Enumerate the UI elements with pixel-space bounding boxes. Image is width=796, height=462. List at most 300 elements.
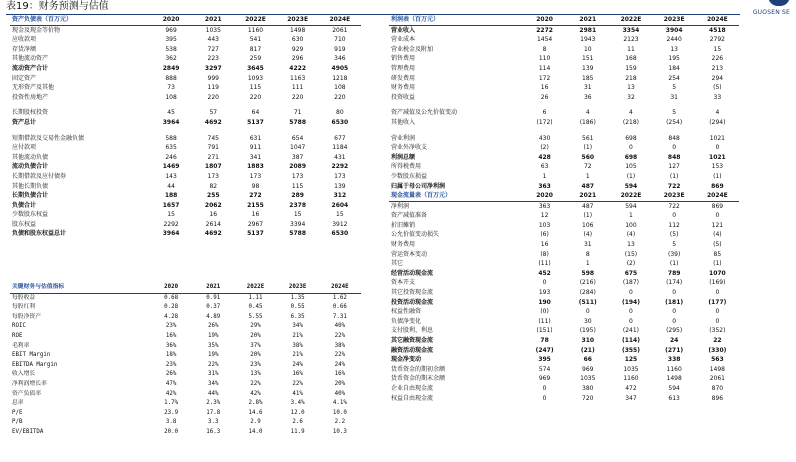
cell-value: 1184 [332, 144, 348, 152]
row-label: 营业收入 [391, 26, 416, 34]
cell-value: (177) [708, 298, 727, 306]
cell-value: 15 [713, 45, 722, 53]
cell-value: 38% [292, 342, 303, 349]
cell-value: 4.89 [206, 313, 221, 320]
cell-value: (194) [621, 298, 640, 306]
cell-value: 17.8 [206, 409, 221, 416]
cell-value: 143 [165, 172, 177, 180]
cell-value: 42% [250, 390, 261, 397]
cell-value: 10.3 [332, 428, 347, 435]
cell-value: (5) [713, 84, 722, 92]
cell-value: 2020 [150, 15, 192, 25]
cell-value: (4) [626, 231, 636, 239]
row-label: 每股净资产 [12, 313, 41, 320]
cell-value: 1498 [709, 365, 726, 373]
cell-value: 272 [249, 192, 262, 200]
cell-value: 22% [292, 380, 303, 387]
cell-value: 1.62 [332, 294, 347, 301]
cell-value: 1035 [205, 26, 221, 34]
cell-value: 541 [249, 36, 262, 44]
cell-value: 36% [165, 342, 177, 349]
cell-value: 0 [715, 308, 720, 316]
table-row [10, 118, 361, 128]
cell-value: 22% [208, 361, 219, 368]
row-label: 净利润增长率 [12, 380, 47, 387]
cell-value: 0 [542, 384, 547, 392]
cell-value: 26 [540, 93, 549, 101]
row-label: 现金流量表（百万元） [389, 191, 523, 201]
cell-value: 869 [711, 182, 724, 190]
cell-value: 220 [249, 93, 262, 101]
table-row [10, 93, 361, 103]
table-row [389, 326, 739, 336]
row-label: 货币资金的期初余额 [391, 365, 446, 373]
cell-value: 16% [334, 371, 346, 378]
cell-value: 4 [585, 109, 590, 117]
cell-value: 255 [207, 192, 220, 200]
cell-value: 563 [711, 356, 724, 364]
row-label: 应付款项 [12, 144, 37, 152]
cell-value: 173 [291, 172, 304, 180]
cell-value: 114 [538, 64, 551, 72]
table-row [10, 153, 361, 163]
row-label: 货币资金的期末余额 [391, 375, 446, 383]
cell-value: 190 [538, 298, 551, 306]
cell-value: 0 [585, 308, 590, 316]
cell-value: 4.28 [164, 313, 179, 320]
cell-value: 2292 [331, 163, 349, 171]
cell-value: (1) [713, 172, 722, 180]
table-row [389, 298, 739, 308]
cell-value: 487 [581, 182, 595, 190]
table-row [10, 64, 361, 74]
cell-value: 22% [334, 352, 346, 359]
cell-value: 37% [250, 342, 261, 349]
page-title: 表19：财务预测与估值 [6, 1, 109, 12]
cell-value: 3964 [162, 230, 180, 238]
row-label: 固定资产 [12, 74, 37, 82]
cell-value: 1943 [580, 36, 596, 44]
cell-value: 106 [582, 221, 594, 229]
cell-value: 1163 [290, 74, 306, 82]
cell-value: (241) [622, 327, 640, 335]
row-label: 其他收入 [391, 118, 416, 126]
cell-value: 2792 [709, 36, 726, 44]
cell-value: (8) [540, 250, 549, 258]
row-label: 经营活动现金流 [391, 269, 434, 277]
cell-value: 112 [668, 221, 680, 229]
cell-value: 115 [291, 182, 304, 190]
cell-value: 1.11 [248, 294, 263, 301]
cell-value: 4692 [204, 230, 222, 238]
cell-value: 710 [334, 36, 346, 44]
cell-value: 121 [711, 221, 724, 229]
cell-value: 848 [667, 153, 681, 161]
cell-value: (39) [667, 250, 681, 258]
row-label: 销售费用 [391, 55, 416, 63]
cell-value: (172) [536, 118, 553, 126]
cell-value: 1070 [709, 269, 726, 277]
cell-value: 19% [208, 352, 219, 359]
cell-value: 0.37 [206, 304, 221, 311]
cell-value: 139 [334, 182, 346, 190]
cell-value: 2981 [579, 26, 597, 34]
cell-value: 33 [713, 93, 722, 101]
cell-value: 613 [668, 394, 680, 402]
row-label: 投资性房地产 [12, 93, 49, 101]
row-label: 股东权益 [12, 220, 37, 228]
table-row [10, 191, 361, 201]
table-row [389, 134, 739, 144]
table-row [10, 182, 361, 192]
cell-value: 395 [538, 356, 551, 364]
cell-value: 173 [207, 172, 219, 180]
cell-value: (151) [536, 327, 553, 335]
table-row [10, 428, 361, 438]
cell-value: 4 [629, 109, 633, 117]
cell-value: 1160 [666, 365, 682, 373]
cell-value: 111 [291, 84, 304, 92]
cell-value: 347 [625, 394, 637, 402]
row-label: 现金及现金等价物 [12, 26, 61, 34]
cell-value: (294) [709, 118, 726, 126]
cell-value: 720 [582, 394, 594, 402]
cell-value: 4222 [289, 64, 306, 72]
cell-value: 31% [208, 371, 219, 378]
cell-value: 36 [583, 93, 592, 101]
table-row [10, 351, 361, 361]
cell-value: 2604 [331, 201, 349, 209]
cell-value: 73 [167, 84, 175, 92]
cell-value: (352) [709, 327, 726, 335]
cell-value: (2) [540, 144, 549, 152]
cell-value: 430 [538, 134, 551, 142]
cell-value: 387 [291, 153, 304, 161]
cell-value: 3354 [622, 26, 640, 34]
cell-value: (1) [583, 144, 593, 152]
cell-value: 6530 [331, 118, 349, 126]
row-label: 利润表（百万元） [389, 15, 523, 25]
cell-value: 14.0 [248, 428, 263, 435]
cell-value: 1498 [666, 375, 682, 383]
cell-value: 22% [334, 332, 346, 339]
cell-value: 29% [250, 323, 261, 330]
row-label: 其他流动负债 [12, 153, 49, 161]
cell-value: (6) [540, 231, 549, 239]
cell-value: 2023E [277, 15, 319, 25]
cell-value: 4905 [331, 64, 349, 72]
cell-value: 0.55 [290, 304, 305, 311]
cell-value: 1.35 [290, 294, 305, 301]
table-row [389, 74, 739, 84]
cell-value: 574 [538, 365, 551, 373]
table-row [10, 370, 361, 380]
cell-value: 1807 [204, 163, 222, 171]
cell-value: 103 [538, 221, 551, 229]
cell-value: 246 [165, 153, 177, 161]
row-label: EV/EBITDA [12, 428, 44, 435]
cell-value: 1 [542, 172, 547, 180]
cell-value: 635 [165, 144, 177, 152]
cell-value: (186) [579, 118, 596, 126]
logo-mark-icon [768, 0, 790, 6]
cell-value: 12.0 [290, 409, 305, 416]
row-label: 长期借款及应付债券 [12, 172, 67, 180]
table-row [389, 221, 739, 231]
row-label: 资产减值及公允价值变动 [391, 109, 458, 117]
cell-value: 3904 [665, 26, 683, 34]
cell-value: 0.28 [164, 304, 179, 311]
table-row [10, 332, 361, 342]
cell-value: (11) [538, 260, 551, 268]
cell-value: 15 [336, 211, 344, 219]
cell-value: 42% [165, 390, 177, 397]
cell-value: 630 [291, 36, 304, 44]
cell-value: 4 [715, 109, 720, 117]
cell-value: 0.66 [332, 304, 347, 311]
cell-value: 0 [672, 212, 677, 220]
cell-value: 2440 [666, 36, 682, 44]
cell-value: 13 [627, 241, 635, 249]
row-label: ROE [12, 332, 23, 339]
row-label: 营业外净收支 [391, 144, 428, 152]
row-label: 其它融资现金流 [391, 337, 434, 344]
cell-value: 312 [333, 192, 347, 200]
cell-value: 428 [538, 153, 551, 161]
row-label: 资产负债表（百万元） [10, 15, 150, 25]
cell-value: 745 [207, 134, 219, 142]
cell-value: 185 [582, 74, 594, 82]
table-row [389, 288, 739, 298]
balance-sheet-table [10, 15, 361, 239]
cell-value: (511) [578, 298, 597, 306]
cell-value: 2.6 [292, 419, 303, 426]
cell-value: 0.45 [248, 304, 263, 311]
table-row [10, 74, 361, 84]
table-row [389, 35, 739, 45]
row-label: 权益自由现金流 [391, 394, 434, 402]
cell-value: 2020 [523, 191, 566, 201]
cell-value: 31 [583, 84, 592, 92]
cell-value: 1160 [623, 375, 639, 383]
row-label: 其他长期负债 [12, 182, 49, 190]
cell-value: 2023E [653, 191, 696, 201]
cell-value: 380 [582, 384, 594, 392]
cell-value: 0 [672, 144, 677, 152]
table-row [389, 394, 739, 404]
cell-value: 2024E [319, 283, 361, 293]
cell-value: (5) [713, 241, 722, 249]
cell-value: 2155 [247, 201, 264, 209]
cell-value: 4518 [709, 26, 726, 34]
row-label: 投资活动现金流 [391, 298, 434, 306]
cell-value: 13 [627, 84, 635, 92]
cell-value: 789 [667, 269, 681, 277]
row-label: 归属于母公司净利润 [391, 182, 446, 190]
table-row [389, 278, 739, 288]
table-row [389, 317, 739, 327]
cell-value: 0 [715, 289, 720, 297]
cell-value: 2614 [205, 220, 221, 228]
cell-value: 452 [538, 269, 551, 277]
cell-value: 63 [540, 163, 549, 171]
table-row [389, 211, 739, 221]
cell-value: (216) [579, 279, 596, 287]
cell-value: (330) [708, 346, 727, 354]
cell-value: 16 [540, 84, 549, 92]
logo-text: GUOSEN SE [752, 9, 790, 16]
row-label: EBIT Margin [12, 352, 51, 359]
cell-value: (174) [666, 279, 683, 287]
cell-value: 2272 [536, 26, 553, 34]
cell-value: 34% [208, 380, 219, 387]
cell-value: 85 [713, 250, 722, 258]
cell-value: 1 [629, 212, 633, 220]
table-row [10, 108, 361, 118]
cell-value: 2.2 [334, 419, 346, 426]
table-row [389, 307, 739, 317]
row-label: 企业自由现金流 [391, 384, 434, 392]
cell-value: 32 [627, 93, 635, 101]
cell-value: 5 [672, 241, 677, 249]
cell-value: 2022E [234, 283, 276, 293]
cell-value: 45 [167, 109, 175, 117]
table-row [389, 355, 739, 365]
cell-value: (4) [713, 231, 722, 239]
table-row [10, 162, 361, 172]
table-header-row [10, 15, 361, 25]
table-row [389, 374, 739, 384]
row-label: 每股红利 [12, 304, 36, 311]
cell-value: 18% [165, 352, 177, 359]
row-label: 营运资本变动 [391, 250, 428, 258]
table-row [10, 303, 361, 313]
cell-value: 0 [629, 144, 633, 152]
table-row [389, 118, 739, 128]
row-label: 权益性融资 [391, 308, 422, 316]
cell-value: 631 [249, 134, 262, 142]
cell-value: (247) [535, 346, 554, 354]
cell-value: 72 [583, 163, 592, 171]
row-label: 财务费用 [391, 84, 416, 92]
cell-value: 472 [625, 384, 637, 392]
cell-value: 5 [672, 109, 677, 117]
row-label: 长期股权投资 [12, 109, 49, 117]
row-label: 营业税金及附加 [391, 45, 434, 53]
cell-value: 560 [581, 153, 595, 161]
cell-value: 105 [625, 163, 637, 171]
cell-value: 1498 [290, 26, 306, 34]
row-label: ROIC [12, 323, 26, 330]
row-label: 应收款项 [12, 36, 37, 44]
cell-value: 2292 [163, 220, 179, 228]
cell-value: 588 [165, 134, 177, 142]
cell-value: 193 [538, 289, 551, 297]
cell-value: 0 [715, 317, 720, 325]
table-row [10, 390, 361, 400]
income-and-cashflow-table [389, 15, 739, 403]
cell-value: 3.3 [208, 419, 219, 426]
cell-value: 139 [582, 64, 594, 72]
row-label: 融资活动现金流 [391, 346, 434, 354]
cell-value: (1) [583, 212, 593, 220]
cell-value: (284) [579, 289, 596, 297]
cell-value: 0 [715, 144, 720, 152]
cell-value: 1469 [162, 163, 180, 171]
cell-value: 5788 [289, 230, 306, 238]
cell-value: 5 [672, 84, 677, 92]
row-label: 公允价值变动损失 [391, 231, 440, 239]
cell-value: 40% [334, 323, 346, 330]
cell-value: 791 [207, 144, 219, 152]
cell-value: 16% [165, 332, 177, 339]
cell-value: 26% [165, 371, 177, 378]
cell-value: 151 [582, 55, 594, 63]
cell-value: 2.8% [248, 400, 263, 407]
cell-value: (187) [622, 279, 640, 287]
cell-value: 19% [208, 332, 219, 339]
cell-value: 2021 [566, 15, 609, 25]
table-row [389, 93, 739, 103]
cell-value: 594 [624, 182, 638, 190]
cell-value: 698 [625, 134, 637, 142]
row-label: 财务费用 [391, 241, 416, 249]
row-label: 营业成本 [391, 36, 416, 44]
row-label: 负债合计 [12, 201, 37, 209]
cell-value: 8 [585, 250, 590, 258]
cell-value: 5137 [247, 118, 264, 126]
cell-value: 80 [336, 109, 344, 117]
cell-value: 38% [334, 342, 346, 349]
cell-value: 226 [711, 55, 724, 63]
cell-value: 3.4% [290, 400, 305, 407]
cell-value: 675 [624, 269, 638, 277]
cell-value: 115 [249, 84, 262, 92]
cell-value: 969 [165, 26, 177, 34]
cell-value: 677 [334, 134, 346, 142]
row-label: 其它投资现金流 [391, 289, 434, 297]
cell-value: 1021 [709, 153, 726, 161]
table-row [10, 409, 361, 419]
row-label: 利润总额 [391, 153, 416, 161]
cell-value: 1 [585, 172, 590, 180]
cell-value: 1657 [162, 201, 180, 209]
cell-value: (195) [579, 327, 596, 335]
cell-value: 3964 [162, 118, 180, 126]
cell-value: 2.3% [206, 400, 221, 407]
cell-value: 919 [334, 45, 346, 53]
cell-value: (1) [713, 260, 722, 268]
cell-value: 66 [583, 356, 592, 364]
cell-value: 0 [629, 308, 633, 316]
cell-value: 218 [625, 74, 637, 82]
cell-value: 8 [542, 45, 547, 53]
cell-value: 100 [625, 221, 637, 229]
cell-value: 654 [291, 134, 304, 142]
table-row [10, 201, 361, 211]
cell-value: (15) [624, 250, 638, 258]
table-row [10, 342, 361, 352]
table-row [389, 230, 739, 240]
cell-value: 722 [667, 182, 681, 190]
row-label: 资产总计 [12, 118, 37, 126]
cell-value: 362 [165, 55, 177, 63]
cell-value: 3297 [204, 64, 222, 72]
cell-value: 727 [207, 45, 219, 53]
cell-value: 6 [542, 109, 547, 117]
row-label: 资产负债率 [12, 390, 41, 397]
cell-value: 159 [625, 64, 637, 72]
